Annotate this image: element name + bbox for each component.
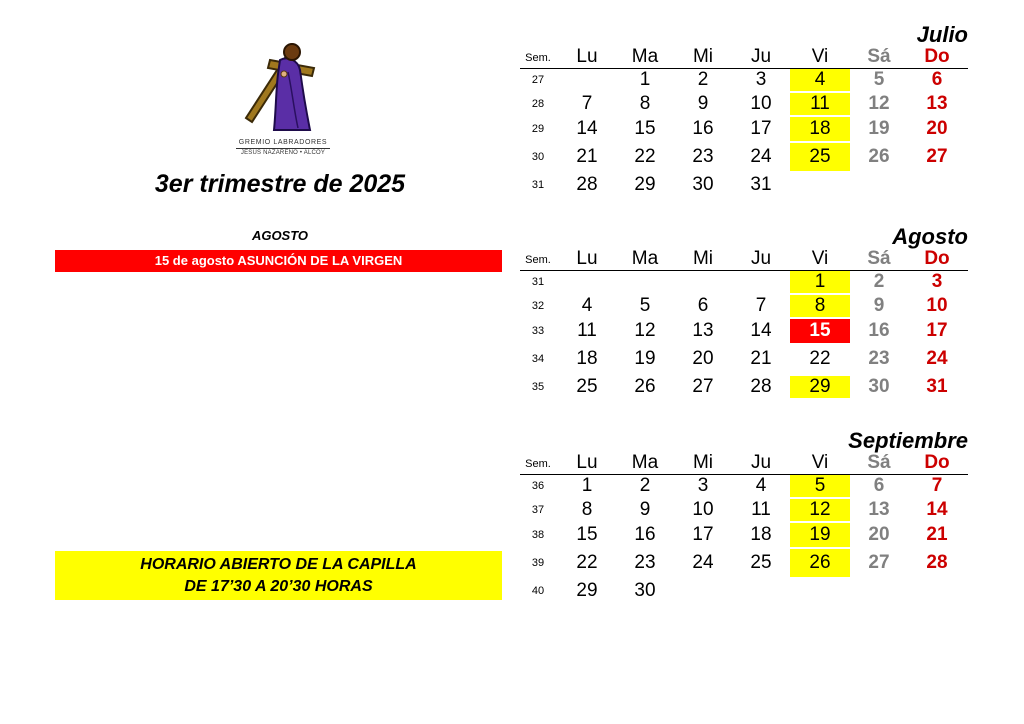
week-number: 39 [531,557,545,569]
weekday-mi: Mi [692,248,714,269]
day-cell: 4 [581,295,593,316]
day-cell: 8 [790,295,850,317]
day-cell: 12 [790,499,850,521]
weekday-lu: Lu [576,46,598,67]
day-cell: 7 [755,295,767,316]
day-cell [558,69,616,91]
day-cell: 30 [692,174,714,195]
day-cell: 22 [634,146,656,167]
day-cell: 20 [926,118,948,139]
weekday-ju: Ju [750,46,772,67]
day-cell: 9 [639,499,651,520]
day-cell: 11 [577,320,597,341]
day-cell: 1 [639,69,651,90]
weekday-sá: Sá [867,46,891,67]
day-cell: 21 [926,524,948,545]
weekday-lu: Lu [576,452,598,473]
day-cell: 26 [790,549,850,577]
day-cell: 30 [868,376,890,397]
day-cell: 19 [634,348,656,369]
day-cell [908,174,966,196]
day-cell: 14 [926,499,948,520]
week-number: 33 [531,325,545,337]
brand-divider [236,148,330,149]
week-number-header: Sem. [525,254,551,266]
day-cell: 28 [750,376,772,397]
week-number: 37 [531,504,545,516]
day-cell: 2 [697,69,709,90]
day-cell [850,580,908,602]
day-cell: 19 [868,118,890,139]
day-cell: 1 [581,475,593,496]
weekday-ju: Ju [750,452,772,473]
week-number: 38 [531,529,545,541]
day-cell: 5 [639,295,651,316]
day-cell: 6 [931,69,943,90]
day-cell [850,174,908,196]
day-cell [732,580,790,602]
weekday-do: Do [924,248,950,269]
week-number: 32 [531,300,545,312]
day-cell: 13 [692,320,714,341]
day-cell: 6 [873,475,885,496]
day-cell: 29 [634,174,656,195]
day-cell: 24 [926,348,948,369]
page-title: 3er trimestre de 2025 [154,170,406,198]
weekday-ma: Ma [631,248,659,269]
weekday-do: Do [924,452,950,473]
day-cell: 2 [873,271,885,292]
weekday-do: Do [924,46,950,67]
month-name: Julio [916,22,968,47]
week-number-header: Sem. [525,52,551,64]
day-cell: 11 [790,93,850,115]
weekday-sá: Sá [867,452,891,473]
weekday-ju: Ju [750,248,772,269]
day-cell: 4 [790,69,850,91]
day-cell: 27 [926,146,948,167]
calendar-agosto [520,224,970,414]
weekday-ma: Ma [631,452,659,473]
week-number-header: Sem. [525,458,551,470]
day-cell: 19 [790,523,850,547]
day-cell: 17 [926,320,948,341]
day-cell: 3 [697,475,709,496]
day-cell: 16 [692,118,714,139]
opening-hours-line2: DE 17’30 A 20’30 HORAS [184,578,373,595]
weekday-mi: Mi [692,46,714,67]
day-cell: 6 [697,295,709,316]
weekday-header [520,46,968,69]
day-cell: 27 [868,552,890,573]
day-cell [674,580,732,602]
day-cell: 26 [634,376,656,397]
day-cell: 25 [576,376,598,397]
week-number: 34 [531,353,545,365]
day-cell: 29 [790,376,850,398]
day-cell [790,580,850,602]
day-cell: 10 [926,295,948,316]
day-cell: 21 [576,146,598,167]
week-number: 30 [531,151,545,163]
day-cell: 8 [639,93,651,114]
week-number: 28 [531,98,545,110]
day-cell: 10 [692,499,714,520]
calendar-septiembre [520,428,970,618]
week-number: 31 [531,276,545,288]
day-cell [616,271,674,293]
day-cell: 3 [755,69,767,90]
month-name: Septiembre [848,428,968,453]
day-cell [732,271,790,293]
day-cell: 18 [750,524,772,545]
weekday-header [520,452,968,475]
day-cell: 7 [931,475,943,496]
day-cell: 23 [868,348,890,369]
day-cell: 18 [790,117,850,141]
day-cell: 18 [576,348,598,369]
weekday-lu: Lu [576,248,598,269]
day-cell: 12 [634,320,656,341]
day-cell: 20 [692,348,714,369]
day-cell: 7 [581,93,593,114]
day-cell [790,174,850,196]
day-cell: 4 [755,475,767,496]
day-cell: 8 [581,499,593,520]
week-number: 36 [531,480,545,492]
weekday-vi: Vi [811,248,829,269]
opening-hours-line1: HORARIO ABIERTO DE LA CAPILLA [140,556,417,573]
day-cell: 22 [576,552,598,573]
day-cell: 16 [634,524,656,545]
day-cell: 11 [751,499,771,520]
day-cell: 30 [634,580,656,601]
day-cell: 16 [868,320,890,341]
day-cell: 31 [750,174,772,195]
day-cell: 14 [576,118,598,139]
nazarene-icon [228,30,338,140]
day-cell: 31 [926,376,948,397]
brand-subtitle: JESÚS NAZARENO • ALCOY [240,150,326,156]
day-cell: 17 [692,524,714,545]
day-cell: 5 [790,475,850,497]
day-cell: 24 [692,552,714,573]
weekday-ma: Ma [631,46,659,67]
day-cell: 15 [790,319,850,343]
day-cell: 14 [750,320,772,341]
week-number: 29 [531,123,545,135]
day-cell: 12 [868,93,890,114]
day-cell: 28 [926,552,948,573]
day-cell [908,580,966,602]
day-cell [558,271,616,293]
week-number: 35 [531,381,545,393]
day-cell: 17 [750,118,772,139]
day-cell: 29 [576,580,598,601]
day-cell: 28 [576,174,598,195]
day-cell: 13 [868,499,890,520]
day-cell: 15 [576,524,598,545]
day-cell: 13 [926,93,948,114]
day-cell: 3 [931,271,943,292]
weekday-header [520,248,968,271]
day-cell [674,271,732,293]
opening-hours-notice [55,551,502,600]
weekday-vi: Vi [811,46,829,67]
week-number: 27 [531,74,545,86]
day-cell: 15 [634,118,656,139]
day-cell: 23 [634,552,656,573]
day-cell: 25 [790,143,850,171]
day-cell: 26 [868,146,890,167]
day-cell: 10 [750,93,772,114]
day-cell: 20 [868,524,890,545]
day-cell: 2 [639,475,651,496]
day-cell: 23 [692,146,714,167]
week-number: 40 [531,585,545,597]
weekday-sá: Sá [867,248,891,269]
day-cell: 22 [809,348,831,369]
week-number: 31 [531,179,545,191]
day-cell: 21 [750,348,772,369]
day-cell: 5 [873,69,885,90]
day-cell: 25 [750,552,772,573]
events-month-label: AGOSTO [251,228,309,243]
calendar-julio [520,22,970,212]
month-name: Agosto [892,224,968,249]
holiday-banner: 15 de agosto ASUNCIÓN DE LA VIRGEN [55,250,502,272]
weekday-mi: Mi [692,452,714,473]
day-cell: 27 [692,376,714,397]
day-cell: 24 [750,146,772,167]
brand-name: GREMIO LABRADORES [238,139,328,146]
day-cell: 9 [873,295,885,316]
weekday-vi: Vi [811,452,829,473]
day-cell: 1 [790,271,850,293]
day-cell: 9 [697,93,709,114]
